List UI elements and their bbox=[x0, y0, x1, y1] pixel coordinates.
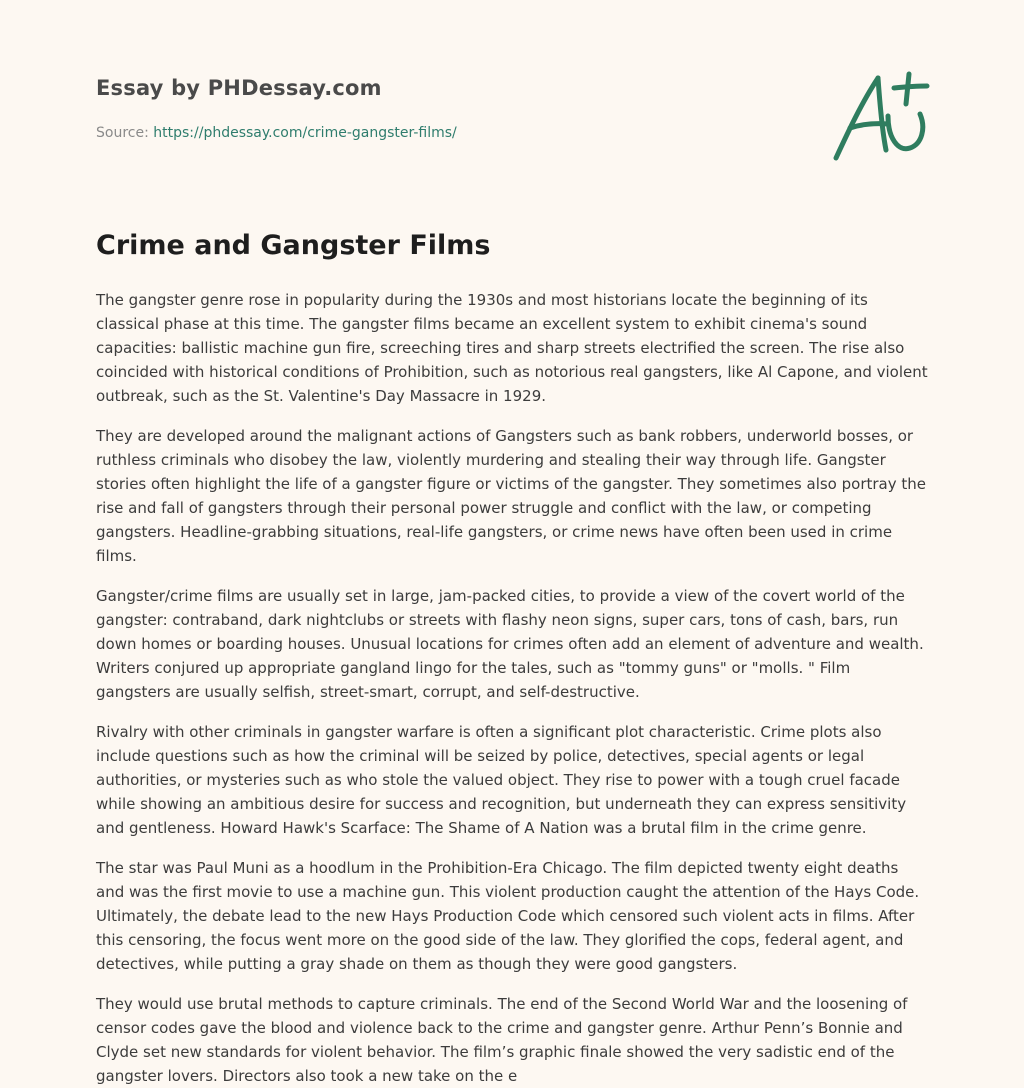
a-plus-logo-icon bbox=[826, 66, 934, 166]
essay-paragraph: They are developed around the malignant actions of Gangsters such as bank robbers, underworld bosses, or ruthless criminals who disobey the law, violently murdering and stealing their way through life. Gangster stories often highlight the life of a gangster figure or victims of the gangster. They sometimes also portray the rise and fall of gangsters through their personal power struggle and conflict with the law, or competing gangsters. Headline-grabbing situations, real-life gangsters, or crime news have often been used in crime films. bbox=[96, 427, 926, 565]
source-line bbox=[96, 125, 457, 141]
source-label: Source: bbox=[96, 125, 154, 141]
essay-title: Crime and Gangster Films bbox=[96, 230, 491, 261]
source-link[interactable]: https://phdessay.com/crime-gangster-films/ bbox=[153, 125, 457, 141]
essay-paragraph: They would use brutal methods to capture criminals. The end of the Second World War and the loosening of censor codes gave the blood and violence back to the crime and gangster genre. Arthur Penn’s Bonnie and Clyde set new standards for violent behavior. The film’s graphic finale showed the very sadistic end of the gangster lovers. Directors also took a new take on the e bbox=[96, 995, 908, 1085]
essay-paragraph: The gangster genre rose in popularity during the 1930s and most historians locate the beginning of its classical phase at this time. The gangster films became an excellent system to exhibit cinema's sound capacities: ballistic machine gun fire, screeching tires and sharp streets electrified the screen. The rise also coincided with historical conditions of Prohibition, such as notorious real gangsters, like Al Capone, and violent outbreak, such as the St. Valentine's Day Massacre in 1929. bbox=[96, 291, 928, 405]
site-brand: Essay by PHDessay.com bbox=[96, 76, 382, 100]
page-header bbox=[96, 0, 928, 200]
essay-paragraph: Gangster/crime films are usually set in large, jam-packed cities, to provide a view of the covert world of the gangster: contraband, dark nightclubs or streets with flashy neon signs, super cars, tons of cash, bars, run down homes or boarding houses. Unusual locations for crimes often add an element of adventure and wealth. Writers conjured up appropriate gangland lingo for the tales, such as "tommy guns" or "molls. " Film gangsters are usually selfish, street-smart, corrupt, and self-destructive. bbox=[96, 587, 924, 701]
essay-paragraph: The star was Paul Muni as a hoodlum in the Prohibition-Era Chicago. The film depicted twenty eight deaths and was the first movie to use a machine gun. This violent production caught the attention of the Hays Code. Ultimately, the debate lead to the new Hays Production Code which censored such violent acts in films. After this censoring, the focus went more on the good side of the law. They glorified the cops, federal agent, and detectives, while putting a gray shade on them as though they were good gangsters. bbox=[96, 859, 920, 973]
essay-paragraph: Rivalry with other criminals in gangster warfare is often a significant plot characteristic. Crime plots also include questions such as how the criminal will be seized by police, detectives, special agents or legal authorities, or mysteries such as who stole the valued object. They rise to power with a tough cruel facade while showing an ambitious desire for success and recognition, but underneath they can express sensitivity and gentleness. Howard Hawk's Scarface: The Shame of A Nation was a brutal film in the crime genre. bbox=[96, 723, 907, 837]
essay-body bbox=[96, 288, 928, 1088]
